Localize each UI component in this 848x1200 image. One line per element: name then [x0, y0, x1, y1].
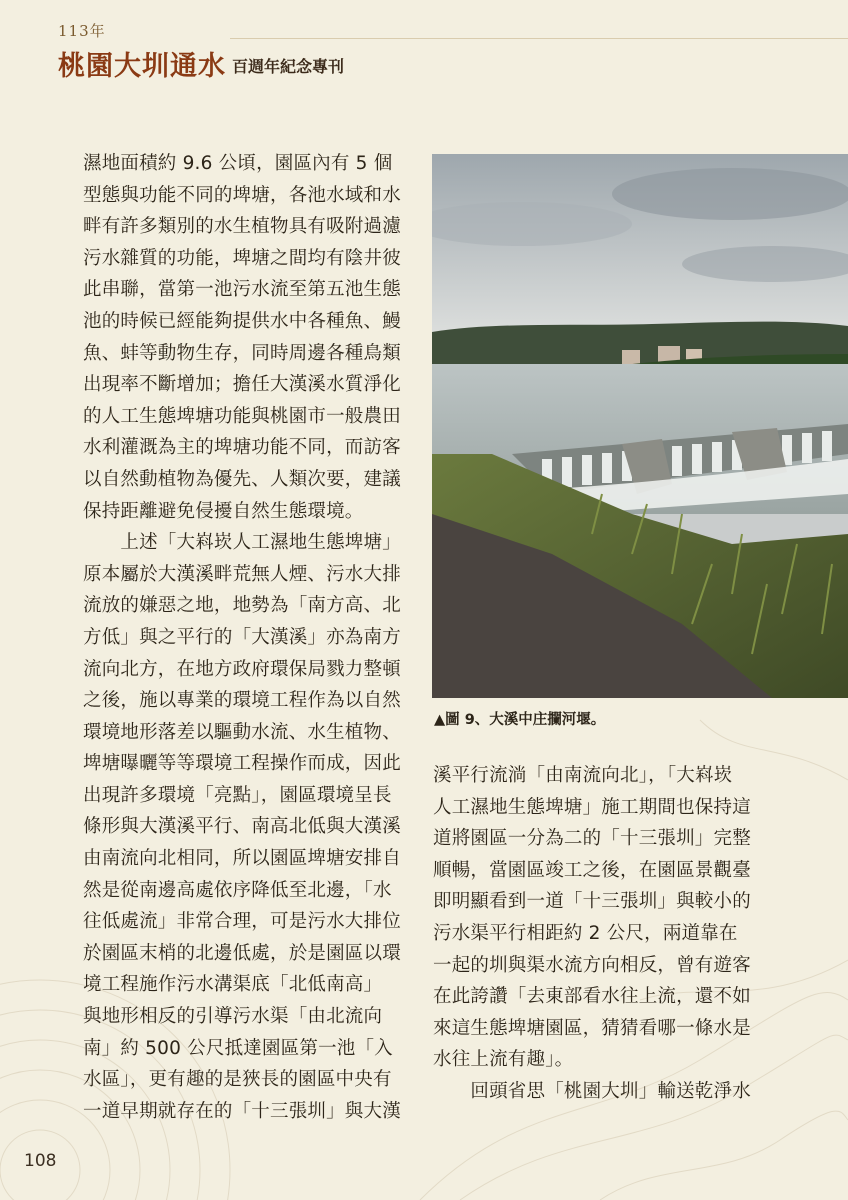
- text-line: 污水雜質的功能，埤塘之間均有陰井彼: [83, 247, 401, 269]
- text-line: 道將園區一分為二的「十三張圳」完整: [433, 828, 751, 850]
- text-line: 畔有許多類別的水生植物具有吸附過濾: [83, 216, 401, 238]
- text-line: 原本屬於大漢溪畔荒無人煙、污水大排: [83, 563, 401, 585]
- text-line: 流放的嫌惡之地，地勢為「南方高、北: [83, 595, 401, 617]
- text-line: 污水渠平行相距約 2 公尺，兩道靠在: [433, 922, 738, 944]
- weir-photo: [432, 154, 848, 698]
- text-line: 水往上流有趣」。: [433, 1049, 574, 1071]
- text-line: 即明顯看到一道「十三張圳」與較小的: [433, 891, 751, 913]
- header-year: 113年: [58, 22, 106, 40]
- text-line: 與地形相反的引導污水渠「由北流向: [83, 1006, 383, 1028]
- text-line: 魚、蚌等動物生存，同時周邊各種鳥類: [83, 342, 401, 364]
- text-line: 南」約 500 公尺抵達園區第一池「入: [83, 1037, 393, 1059]
- right-text-column: [433, 760, 751, 1108]
- text-line: 在此誇讚「去東部看水往上流，還不如: [433, 986, 751, 1008]
- text-line: 一道早期就存在的「十三張圳」與大漢: [83, 1100, 401, 1122]
- text-line: 以自然動植物為優先、人類次要，建議: [83, 468, 401, 490]
- publication-subtitle: 百週年紀念專刊: [232, 57, 345, 76]
- text-line: 池的時候已經能夠提供水中各種魚、鰻: [83, 310, 401, 332]
- figure-caption: ▲圖 9、大溪中庄攔河堰。: [434, 712, 606, 728]
- text-line: 順暢，當園區竣工之後，在園區景觀臺: [433, 859, 751, 881]
- text-line: 保持距離避免侵擾自然生態環境。: [83, 500, 364, 522]
- text-line: 出現率不斷增加；擔任大漢溪水質淨化: [83, 374, 401, 396]
- page-number: 108: [24, 1151, 57, 1171]
- text-line: 條形與大漢溪平行、南高北低與大漢溪: [83, 816, 401, 838]
- text-line: 濕地面積約 9.6 公頃，園區內有 5 個: [83, 153, 393, 174]
- text-line: 的人工生態埤塘功能與桃園市一般農田: [83, 405, 401, 427]
- text-line: 此串聯，當第一池污水流至第五池生態: [83, 279, 401, 301]
- text-line: 由南流向北相同，所以園區埤塘安排自: [83, 848, 401, 870]
- text-line: 方低」與之平行的「大漢溪」亦為南方: [83, 626, 401, 648]
- text-line: 來這生態埤塘園區，猜猜看哪一條水是: [433, 1017, 751, 1039]
- header-divider: [230, 38, 848, 39]
- text-line: 水區」，更有趣的是狹長的園區中央有: [83, 1069, 392, 1091]
- text-line: 埤塘曝曬等等環境工程操作而成，因此: [83, 753, 401, 775]
- text-line: 回頭省思「桃園大圳」輸送乾淨水: [433, 1080, 751, 1102]
- text-line: 然是從南邊高處依序降低至北邊，「水: [83, 879, 392, 901]
- text-line: 型態與功能不同的埤塘，各池水域和水: [83, 184, 401, 206]
- text-line: 環境地形落差以驅動水流、水生植物、: [83, 721, 401, 743]
- left-text-column: [83, 148, 401, 1127]
- text-line: 人工濕地生態埤塘」施工期間也保持這: [433, 796, 751, 818]
- text-line: 一起的圳與渠水流方向相反，曾有遊客: [433, 954, 751, 976]
- text-line: 境工程施作污水溝渠底「北低南高」: [83, 974, 383, 996]
- text-line: 往低處流」非常合理，可是污水大排位: [83, 911, 401, 933]
- text-line: 上述「大嵙崁人工濕地生態埤塘」: [83, 532, 401, 554]
- text-line: 水利灌溉為主的埤塘功能不同，而訪客: [83, 437, 401, 459]
- text-line: 於園區末梢的北邊低處，於是園區以環: [83, 942, 401, 964]
- text-line: 流向北方，在地方政府環保局戮力整頓: [83, 658, 401, 680]
- text-line: 出現許多環境「亮點」，園區環境呈長: [83, 784, 392, 806]
- publication-title: 桃園大圳通水: [58, 51, 226, 82]
- text-line: 溪平行流淌「由南流向北」，「大嵙崁: [433, 765, 733, 786]
- text-line: 之後，施以專業的環境工程作為以自然: [83, 690, 401, 712]
